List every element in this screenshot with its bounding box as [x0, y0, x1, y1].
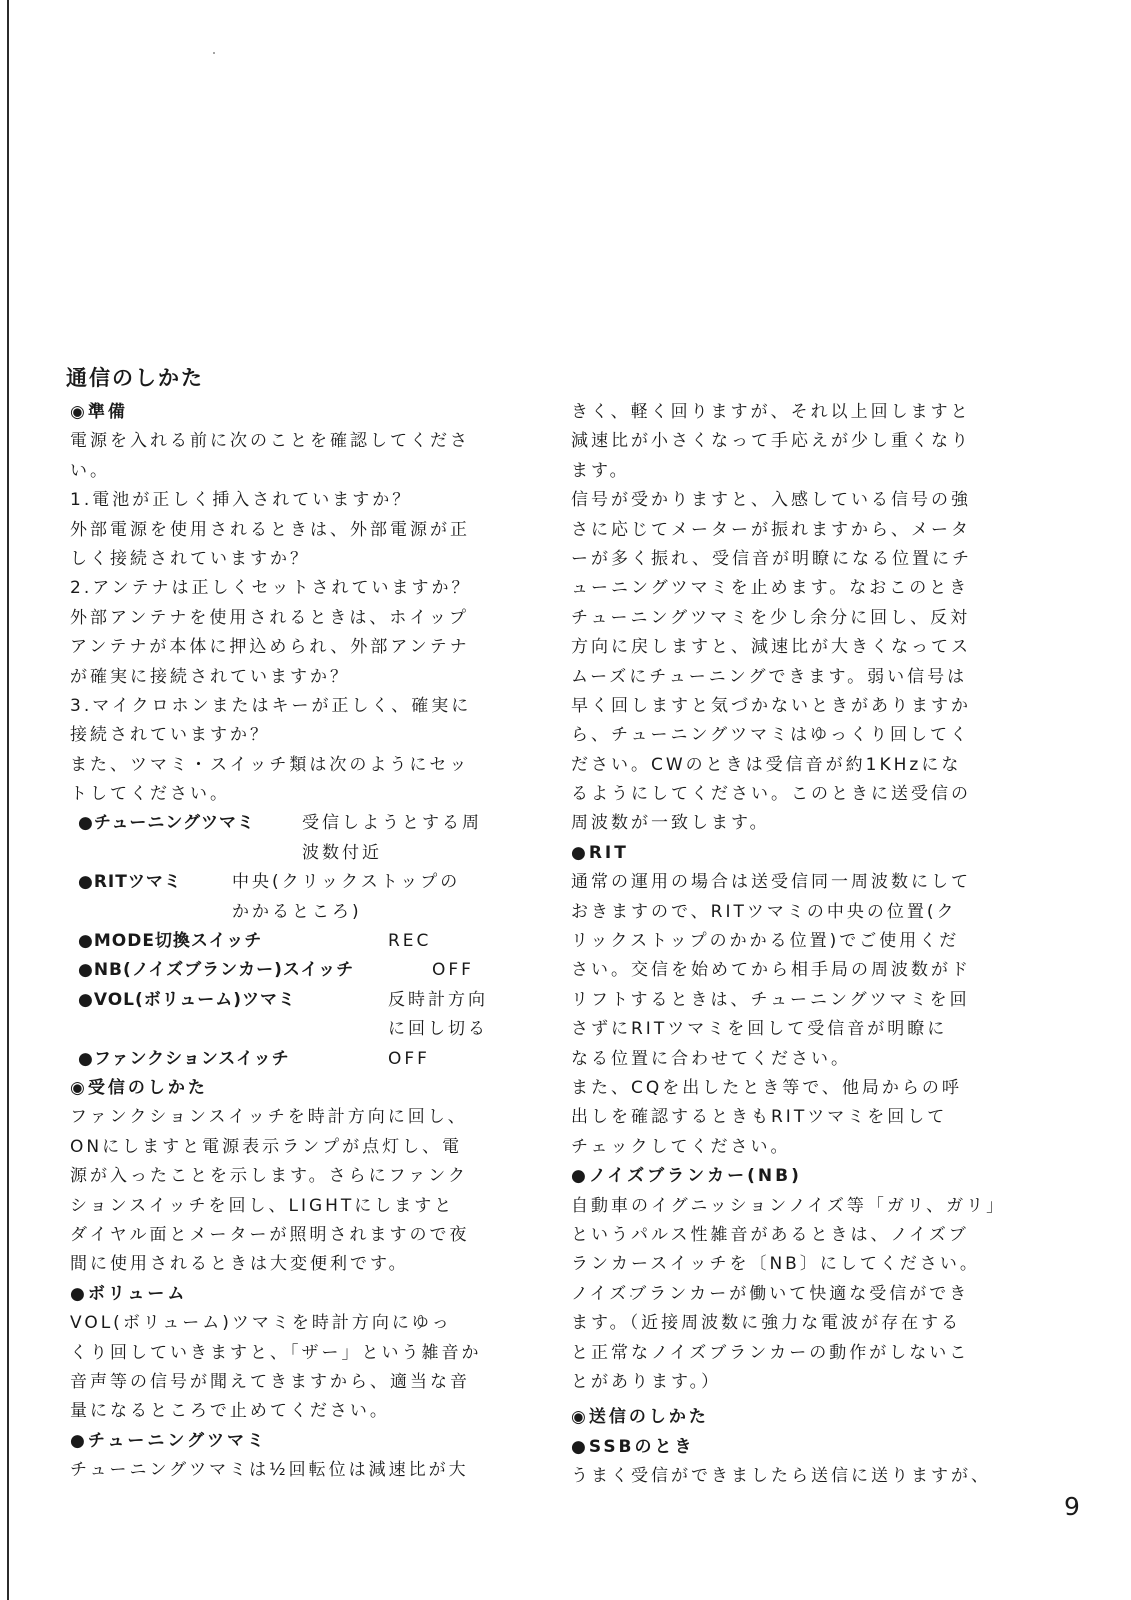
setting-name: ●ファンクションスイッチ	[78, 1048, 290, 1069]
text-line: ランカースイッチを〔NB〕にしてください。	[571, 1254, 980, 1275]
text-line: 外部アンテナを使用されるときは、ホイップ	[70, 607, 469, 628]
text-line: チェックしてください。	[571, 1136, 791, 1157]
setting-value-continued: に回し切る	[388, 1019, 488, 1040]
text-line: 量になるところで止めてください。	[70, 1401, 390, 1422]
setting-name: ●NB(ノイズブランカー)スイッチ	[78, 960, 355, 981]
setting-value: 反時計方向	[388, 989, 488, 1010]
text-line: ノイズブランカーが働いて快適な受信ができ	[571, 1283, 970, 1304]
setting-row-continued	[70, 1015, 500, 1044]
text-line: おきますので、RITツマミの中央の位置(ク	[571, 901, 957, 922]
noise-blanker-text	[571, 1192, 1007, 1398]
text-line: 3.マイクロホンまたはキーが正しく、確実に	[70, 695, 472, 716]
text-line: ONにしますと電源表示ランプが点灯し、電	[70, 1136, 463, 1157]
page-number: 9	[1064, 1492, 1080, 1521]
text-line: しく接続されていますか？	[70, 548, 310, 569]
text-line: 1.電池が正しく挿入されていますか？	[70, 490, 413, 511]
text-line: また、ツマミ・スイッチ類は次のようにセッ	[70, 754, 470, 775]
volume-text	[70, 1309, 500, 1427]
setting-value-continued: 波数付近	[302, 842, 382, 863]
setting-value: OFF	[388, 1048, 430, 1069]
text-line: 源が入ったことを示します。さらにファンク	[70, 1166, 468, 1187]
text-line: 音声等の信号が聞えてきますから、適当な音	[70, 1371, 470, 1392]
preparation-text	[70, 427, 500, 809]
setting-row	[70, 868, 500, 897]
section-heading-preparation: ◉準備	[70, 402, 128, 422]
setting-name: ●MODE切換スイッチ	[78, 931, 263, 952]
text-line: 間に使用されるときは大変便利です。	[70, 1254, 409, 1275]
setting-row	[70, 956, 500, 985]
text-line: リックストップのかかる位置)でご使用くだ	[571, 931, 960, 952]
text-line: チューニングツマミを少し余分に回し、反対	[571, 607, 971, 628]
setting-row	[70, 986, 500, 1015]
text-line: 接続されていますか？	[70, 725, 270, 746]
text-line: アンテナが本体に押込められ、外部アンテナ	[70, 637, 470, 658]
text-line: ファンクションスイッチを時計方向に回し、	[70, 1107, 468, 1128]
text-line: ションスイッチを回し、LIGHTにしますと	[70, 1195, 455, 1216]
setting-name: ●チューニングツマミ	[78, 813, 255, 834]
settings-list	[70, 809, 500, 1074]
setting-row-continued	[70, 839, 500, 868]
setting-name: ●VOL(ボリューム)ツマミ	[78, 989, 297, 1010]
text-line: ューニングツマミを止めます。なおこのとき	[571, 578, 970, 599]
ssb-text	[571, 1462, 1001, 1491]
text-line: トしてください。	[70, 784, 230, 805]
text-line: 信号が受かりますと、入感している信号の強	[571, 490, 971, 511]
reception-text	[70, 1103, 500, 1279]
subheading-tuning-knob: ●チューニングツマミ	[70, 1430, 267, 1451]
section-heading-transmission: ◉送信のしかた	[571, 1407, 709, 1428]
text-line: 出しを確認するときもRITツマミを回して	[571, 1107, 948, 1128]
text-line: 電源を入れる前に次のことを確認してくださ	[70, 431, 470, 452]
text-line: が確実に接続されていますか？	[70, 666, 350, 687]
subheading-volume: ●ボリューム	[70, 1283, 188, 1304]
text-line: というパルス性雑音があるときは、ノイズブ	[571, 1224, 969, 1245]
text-line: ら、チューニングツマミはゆっくり回してく	[571, 725, 970, 746]
tuning-knob-text	[70, 1456, 500, 1485]
page-title: 通信のしかた	[66, 366, 204, 390]
subheading-ssb: ●SSBのとき	[571, 1436, 695, 1457]
setting-name: ●RITツマミ	[78, 872, 182, 893]
text-line: ーが多く振れ、受信音が明瞭になる位置にチ	[571, 548, 973, 569]
setting-value: REC	[388, 931, 432, 952]
setting-value: 中央(クリックストップの	[232, 872, 461, 893]
text-line: 方向に戻しますと、減速比が大きくなってス	[571, 637, 971, 658]
text-line: 2.アンテナは正しくセットされていますか？	[70, 578, 472, 599]
text-line: うまく受信ができましたら送信に送りますが、	[571, 1466, 991, 1487]
setting-value-continued: かかるところ)	[232, 901, 362, 922]
text-line: 外部電源を使用されるときは、外部電源が正	[70, 519, 470, 540]
right-column	[571, 398, 1007, 1491]
text-line: ムーズにチューニングできます。弱い信号は	[571, 666, 968, 687]
setting-row	[70, 809, 500, 838]
text-line: なる位置に合わせてください。	[571, 1048, 851, 1069]
setting-row	[70, 927, 500, 956]
text-line: VOL(ボリューム)ツマミを時計方向にゆっ	[70, 1313, 452, 1334]
binding-edge-line	[7, 0, 9, 1600]
text-line: と正常なノイズブランカーの動作がしないこ	[571, 1342, 970, 1363]
text-line: 減速比が小さくなって手応えが少し重くなり	[571, 431, 971, 452]
text-line: きく、軽く回りますが、それ以上回しますと	[571, 402, 971, 422]
text-line: ダイヤル面とメーターが照明されますので夜	[70, 1224, 470, 1245]
rit-text	[571, 868, 1001, 1162]
tuning-knob-text-continued	[571, 398, 1001, 839]
text-line: い。	[70, 460, 110, 481]
text-line: くり回していきますと、「ザー」という雑音か	[70, 1342, 482, 1363]
left-column	[70, 398, 500, 1485]
subheading-noise-blanker: ●ノイズブランカー(NB)	[571, 1166, 802, 1187]
text-line: さずにRITツマミを回して受信音が明瞭に	[571, 1019, 948, 1040]
subheading-rit: ●RIT	[571, 842, 629, 863]
text-line: ださい。CWのときは受信音が約1KHzにな	[571, 754, 962, 775]
text-line: 通常の運用の場合は送受信同一周波数にして	[571, 872, 971, 893]
text-line: さい。交信を始めてから相手局の周波数がド	[571, 960, 971, 981]
text-line: リフトするときは、チューニングツマミを回	[571, 989, 970, 1010]
setting-row	[70, 1045, 500, 1074]
section-heading-reception: ◉受信のしかた	[70, 1077, 208, 1098]
text-line: るようにしてください。このときに送受信の	[571, 784, 971, 805]
text-line: 早く回しますと気づかないときがありますか	[571, 695, 971, 716]
text-line: 自動車のイグニッションノイズ等「ガリ、ガリ」	[571, 1195, 1007, 1216]
text-line: ます。（近接周波数に強力な電波が存在する	[571, 1313, 962, 1334]
scan-speck	[213, 52, 215, 54]
text-line: 周波数が一致します。	[571, 813, 770, 834]
text-line: さに応じてメーターが振れますから、メータ	[571, 519, 971, 540]
text-line: ます。	[571, 460, 630, 481]
text-line: とがあります。）	[571, 1371, 722, 1392]
text-line: チューニングツマミは½回転位は減速比が大	[70, 1460, 469, 1481]
setting-row-continued	[70, 898, 500, 927]
setting-value: OFF	[432, 960, 474, 981]
text-line: また、CQを出したとき等で、他局からの呼	[571, 1077, 962, 1098]
setting-value: 受信しようとする周	[302, 813, 482, 834]
